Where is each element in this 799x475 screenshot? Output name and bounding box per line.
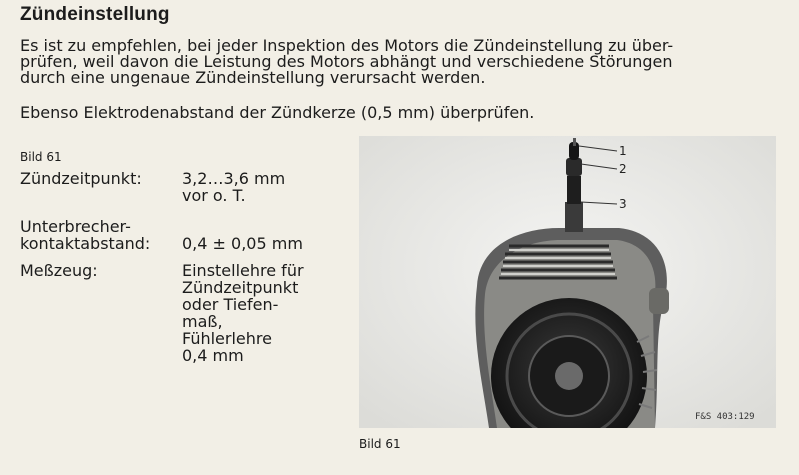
spec-value-line: Fühlerlehre (182, 329, 272, 348)
photo-code: F&S 403:129 (695, 412, 755, 422)
spec-value-line: 3,2…3,6 mm (182, 169, 286, 188)
spec-key: Meßzeug: (20, 261, 98, 280)
spec-value-line: vor o. T. (182, 186, 246, 205)
callout-label: 1 (619, 144, 627, 158)
spec-key-line: kontaktabstand: (20, 234, 151, 253)
spec-key-line: Unterbrecher- (20, 217, 131, 236)
intro-paragraph (20, 38, 785, 86)
spec-value-line: Zündzeitpunkt (182, 278, 299, 297)
intro-line: prüfen, weil davon die Leistung des Motors abhängt und verschiedene Störungen (20, 52, 673, 71)
spec-value-line: oder Tiefen- (182, 295, 279, 314)
spec-value (182, 170, 285, 204)
callout-label: 2 (619, 162, 627, 176)
callout-label: 3 (619, 197, 627, 211)
intro-line: Es ist zu empfehlen, bei jeder Inspektion des Motors die Zündeinstellung zu über- (20, 36, 674, 55)
spec-value-line: Einstellehre für (182, 261, 304, 280)
engine-illustration (359, 136, 776, 428)
spec-key (20, 218, 150, 252)
engine-photo (359, 136, 776, 428)
figure-caption: Bild 61 (359, 437, 401, 451)
spec-value-line: 0,4 mm (182, 346, 244, 365)
page-title: Zündeinstellung (20, 4, 170, 25)
spec-value: 0,4 ± 0,05 mm (182, 234, 303, 253)
spec-key: Zündzeitpunkt: (20, 169, 142, 188)
electrode-gap-note: Ebenso Elektrodenabstand der Zündkerze (0,5 mm) überprüfen. (20, 103, 535, 122)
figure-label: Bild 61 (20, 150, 62, 164)
spec-value-line: maß, (182, 312, 223, 331)
intro-line: durch eine ungenaue Zündeinstellung verursacht werden. (20, 68, 486, 87)
spec-value (182, 262, 304, 364)
